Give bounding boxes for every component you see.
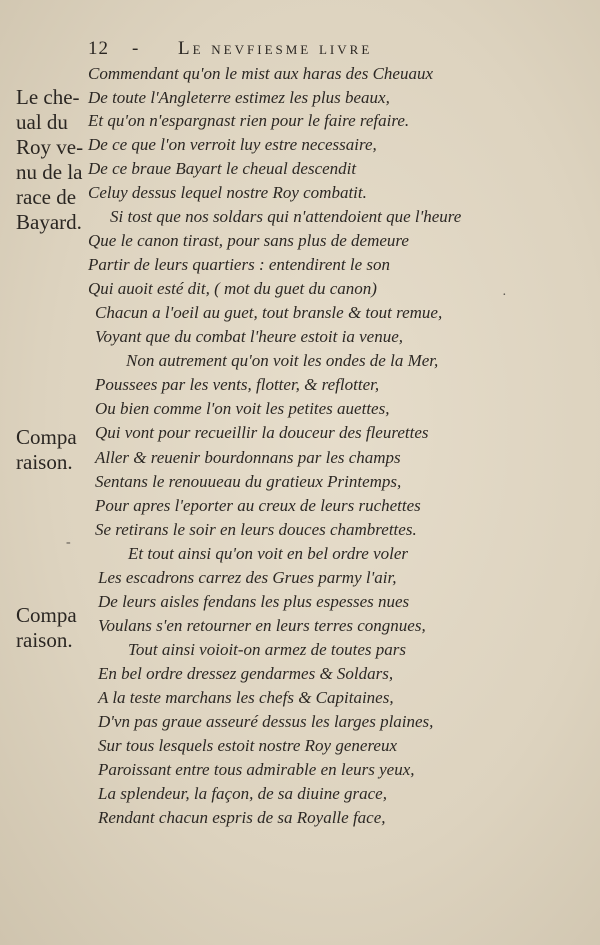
text-line: Pour apres l'eporter au creux de leurs ruchettes [95, 496, 421, 515]
stray-dot: · [502, 288, 507, 303]
text-line: Ou bien comme l'on voit les petites auettes, [95, 399, 390, 418]
margin-note-comparaison-2 [16, 603, 77, 653]
text-line: Poussees par les vents, flotter, & reflotter, [95, 375, 380, 394]
text-line: Sur tous lesquels estoit nostre Roy genereux [98, 736, 398, 755]
text-line: Si tost que nos soldars qui n'attendoient que l'heure [110, 207, 462, 226]
margin-note-line: raison. [16, 450, 73, 474]
text-line: De toute l'Angleterre estimez les plus beaux, [88, 88, 390, 107]
text-line: Et qu'on n'espargnast rien pour le faire refaire. [88, 111, 410, 130]
text-line: Celuy dessus lequel nostre Roy combatit. [88, 183, 367, 202]
margin-note-line: nu de la [16, 160, 83, 184]
margin-note-line: Compa [16, 425, 77, 449]
text-line: De leurs aisles fendans les plus espesses nues [98, 592, 410, 611]
header-dash: - [132, 38, 140, 59]
text-line: Et tout ainsi qu'on voit en bel ordre voler [128, 544, 409, 563]
margin-note-line: Compa [16, 603, 77, 627]
text-line: Qui auoit esté dit, ( mot du guet du canon) [88, 279, 377, 298]
text-line: En bel ordre dressez gendarmes & Soldars, [98, 664, 394, 683]
text-line: A la teste marchans les chefs & Capitaines, [98, 688, 394, 707]
margin-note-line: Le che- [16, 85, 80, 109]
text-line: D'vn pas graue asseuré dessus les larges plaines, [98, 712, 434, 731]
page-header [88, 38, 488, 62]
margin-note-line: Bayard. [16, 210, 82, 234]
margin-note-line: raison. [16, 628, 73, 652]
margin-note-line: race de [16, 185, 77, 209]
text-line: Que le canon tirast, pour sans plus de demeure [88, 231, 409, 250]
margin-note-comparaison-1 [16, 425, 77, 475]
text-line: Qui vont pour recueillir la douceur des fleurettes [95, 423, 429, 442]
text-line: De ce que l'on verroit luy estre necessaire, [88, 135, 377, 154]
text-line: Tout ainsi voioit-on armez de toutes pars [128, 640, 406, 659]
text-line: Voulans s'en retourner en leurs terres congnues, [98, 616, 426, 635]
page-number: 12 [88, 38, 109, 59]
text-line: Chacun a l'oeil au guet, tout bransle & tout remue, [95, 303, 443, 322]
text-line: Paroissant entre tous admirable en leurs yeux, [98, 760, 415, 779]
text-line: Les escadrons carrez des Grues parmy l'air, [98, 568, 397, 587]
text-line: Commendant qu'on le mist aux haras des Cheuaux [88, 64, 434, 83]
text-line: Se retirans le soir en leurs douces chambrettes. [95, 520, 417, 539]
running-title: Le nevfiesme livre [178, 38, 373, 59]
text-line: Aller & reuenir bourdonnans par les champs [95, 448, 401, 467]
printer-mark: - [66, 535, 71, 550]
text-line: Non autrement qu'on voit les ondes de la Mer, [126, 351, 439, 370]
margin-note-line: ual du [16, 110, 68, 134]
text-line: De ce braue Bayart le cheual descendit [88, 159, 357, 178]
text-line: Voyant que du combat l'heure estoit ia venue, [95, 327, 403, 346]
margin-note-line: Roy ve- [16, 135, 84, 159]
text-line: La splendeur, la façon, de sa diuine grace, [98, 784, 387, 803]
text-line: Rendant chacun espris de sa Royalle face, [98, 808, 386, 827]
text-line: Sentans le renouueau du gratieux Printemps, [95, 472, 402, 491]
text-line: Partir de leurs quartiers : entendirent le son [88, 255, 391, 274]
margin-note-bayard [16, 85, 83, 235]
